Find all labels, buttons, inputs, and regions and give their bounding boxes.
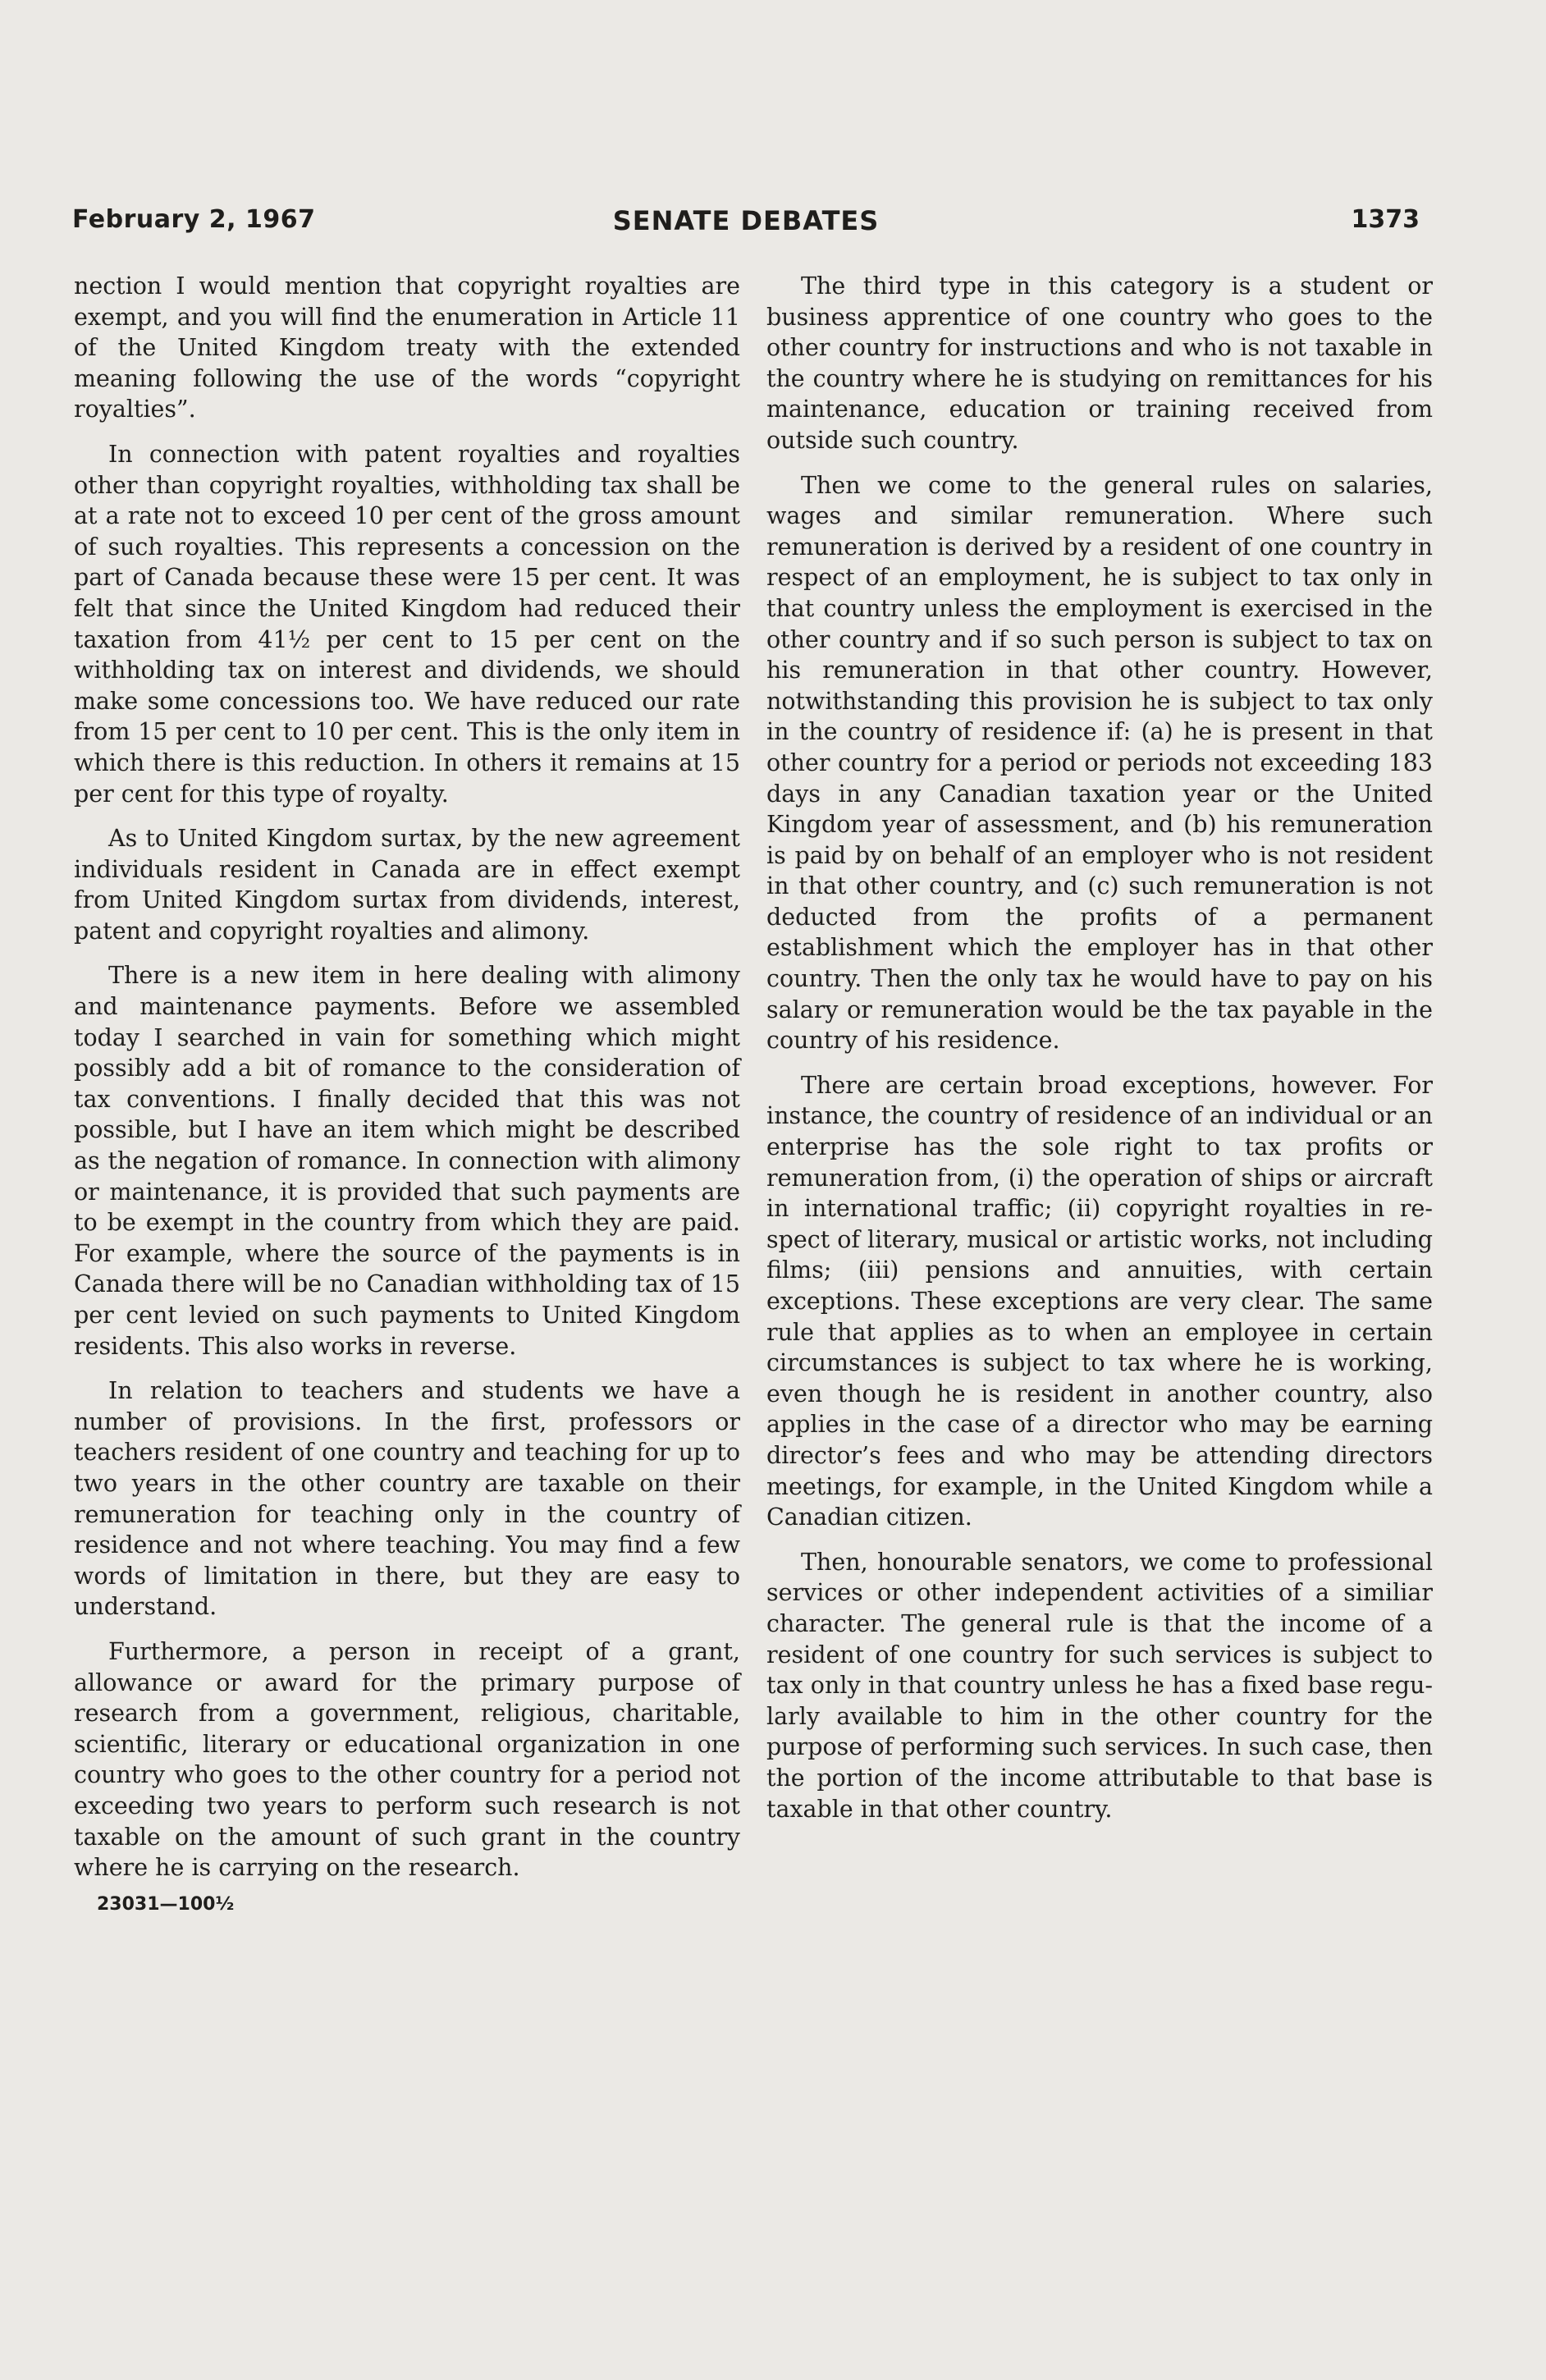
paragraph: As to United Kingdom surtax, by the new agreement individuals resident in Canada are in effect exempt from United Kingdom surtax from dividends, interest, patent and copyright royalties and alimony. — [74, 825, 740, 945]
paragraph: There is a new item in here dealing with alimony and maintenance payments. Before we assembled today I searched in vain for something which might possibly add a bit of romance to the consideration of tax conventions. I finally decided that this was not possible, but I have an item which might be described as the negation of romance. In connection with alimony or maintenance, it is provided that such payments are to be exempt in the country from which they are paid. For example, where the source of the payments is in Canada there will be no Canadian withholding tax of 15 per cent levied on such payments to United Kingdom residents. This also works in reverse. — [74, 962, 740, 1360]
printer-signature: 23031—100½ — [97, 1893, 235, 1915]
header-title: SENATE DEBATES — [612, 205, 880, 236]
paragraph: Then we come to the general rules on salaries, wages and similar remuneration. Where such remuneration is derived by a resident of one country in respect of an employment, he is subject to tax only in that country unless the employment is exercised in the other country and if so such person is subject to tax on his remuneration in that other country. However, notwithstanding this provision he is subject to tax only in the country of residence if: (a) he is present in that other country for a period or periods not exceeding 183 days in any Canadian taxation year or the United Kingdom year of assessment, and (b) his remuneration is paid by on behalf of an employer who is not resident in that other country, and (c) such remuneration is not deducted from the profits of a permanent establishment which the employer has in that other country. Then the only tax he would have to pay on his salary or remuneration would be the tax payable in the country of his residence. — [766, 471, 1433, 1055]
running-header — [72, 205, 1420, 238]
page-number: 1373 — [1351, 205, 1420, 234]
paragraph: There are certain broad exceptions, however. For instance, the country of residence of an individual or an enterprise has the sole right to tax profits or remuneration from, (i) the operation of ships or aircraft in international traffic; (ii) copyright royalties in respect of literary, musical or artistic works, not including films; (iii) pensions and annuities, with certain exceptions. These exceptions are very clear. The same rule that applies as to when an employee in certain circumstances is subject to tax where he is working, even though he is resident in another country, also applies in the case of a director who may be earning director’s fees and who may be attending directors meetings, for example, in the United Kingdom while a Canadian citizen. — [766, 1071, 1433, 1531]
paragraph: In relation to teachers and students we have a number of provisions. In the first, professors or teachers resident of one country and teaching for up to two years in the other country are taxable on their remuneration for teaching only in the country of residence and not where teaching. You may find a few words of limitation in there, but they are easy to understand. — [74, 1377, 740, 1621]
paragraph: The third type in this category is a student or business apprentice of one country who goes to the other country for instructions and who is not taxable in the country where he is studying on remittances for his maintenance, education or training received from outside such country. — [766, 272, 1433, 454]
paragraph: nection I would mention that copyright royalties are exempt, and you will find the enumeration in Article 11 of the United Kingdom treaty with the extended meaning following the use of the words “copyright royalties”. — [74, 272, 740, 423]
header-date: February 2, 1967 — [72, 205, 316, 234]
paragraph: Furthermore, a person in receipt of a grant, allowance or award for the primary purpose of research from a government, religious, charitable, scientific, literary or educational organization in one country who goes to the other country for a period not exceeding two years to perform such research is not taxable on the amount of such grant in the country where he is carrying on the research. — [74, 1637, 740, 1882]
left-column — [74, 271, 740, 1915]
paragraph: Then, honourable senators, we come to professional services or other independent activities of a similiar character. The general rule is that the income of a resident of one country for such services is subject to tax only in that country unless he has a fixed base regularly available to him in the other country for the purpose of performing such services. In such case, then the portion of the income attributable to that base is taxable in that other country. — [766, 1548, 1433, 1823]
paragraph: In connection with patent royalties and royalties other than copyright royalties, withholding tax shall be at a rate not to exceed 10 per cent of the gross amount of such royalties. This represents a concession on the part of Canada because these were 15 per cent. It was felt that since the United Kingdom had reduced their taxation from 41½ per cent to 15 per cent on the withholding tax on interest and dividends, we should make some concessions too. We have reduced our rate from 15 per cent to 10 per cent. This is the only item in which there is this reduction. In others it remains at 15 per cent for this type of royalty. — [74, 440, 740, 808]
right-column — [766, 271, 1433, 1838]
